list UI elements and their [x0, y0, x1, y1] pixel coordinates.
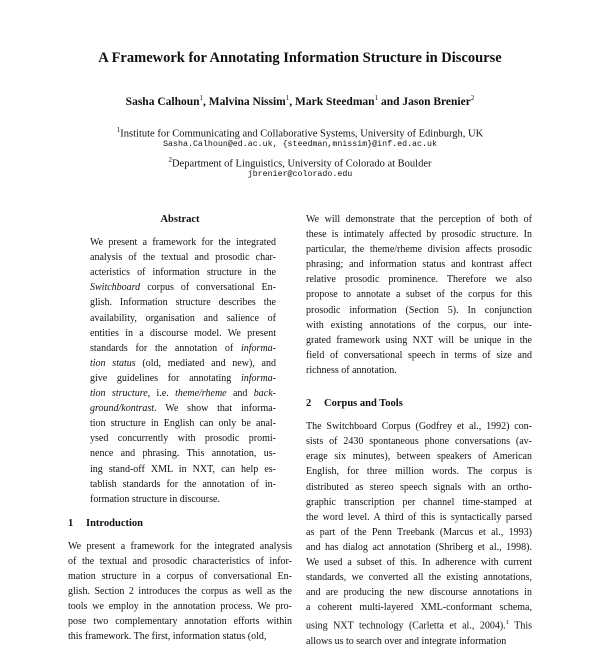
text-line: acteristics of information structure in the [90, 267, 276, 279]
author-name: Jason Brenier [402, 95, 471, 108]
text-line: nence and phrasing. This annotation, us- [90, 448, 276, 460]
text-line: allows us to search over and integrate information [306, 635, 507, 647]
text-line: mation structure in a corpus of conversational En- [68, 571, 292, 583]
text-line: phrasing; and information status and kontrast affect [306, 259, 532, 271]
affiliation-marker: 1 [285, 94, 290, 102]
affiliation-marker: 2 [470, 94, 475, 102]
text-line: of the textual and prosodic characteristics of infor- [68, 555, 292, 567]
text-line: Switchboard corpus of conversational En- [90, 282, 276, 294]
text-line: and are producing the new discourse annotations in [306, 587, 532, 599]
affiliation-line: $^2$Department of Linguistics, University of Colorado at Boulder [168, 156, 432, 170]
text-line: ground/kontrast. We show that informa- [90, 403, 276, 415]
text-line: availability, organisation and salience of [90, 312, 276, 324]
paper-title: A Framework for Annotating Information Structure in Discourse [98, 50, 502, 66]
text-line: ysed concurrently with prosodic promi- [90, 433, 276, 445]
text-line: English, for three million words. The corpus is [306, 466, 532, 478]
affiliation-email: jbrenier@colorado.edu [247, 170, 353, 179]
author-list: Sasha Calhoun$^1$, Malvina Nissim$^1$, Mark Steedman$^1$ and Jason Brenier$^2$ [125, 94, 475, 108]
section-title: Introduction [86, 517, 143, 529]
abstract-body [68, 235, 276, 507]
abstract-heading: Abstract [160, 214, 200, 225]
text-line: glish. Information structure describes the [90, 297, 276, 309]
text-line: erage six minutes), between speakers of American [306, 451, 532, 463]
section-number: 2 [306, 398, 312, 410]
intro-continuation [306, 212, 532, 378]
affiliation-marker: 1 [374, 94, 379, 102]
text-line: We present a framework for the integrated [90, 237, 276, 249]
text-line: using NXT technology (Carletta et al., 2004).$^1$ This [306, 619, 532, 632]
text-line: standards for the annotation of informa- [90, 342, 276, 354]
text-line: entities in a discourse model. We present [90, 327, 276, 339]
text-line: The Switchboard Corpus (Godfrey et al., 1992) con- [306, 421, 532, 433]
text-line: tablish standards for the annotation of in- [90, 478, 276, 490]
text-line: prosodic information (Section 5). In conjunction [306, 304, 532, 316]
affiliation-line: $^1$Institute for Communicating and Collaborative Systems, University of Edinburgh, UK [116, 126, 484, 140]
corpus-body [306, 419, 532, 649]
text-line: analysis of the textual and prosodic char- [90, 252, 276, 264]
text-line: sists of 2430 spontaneous phone conversations (av- [306, 436, 532, 448]
text-line: tion status (old, mediated and new), and [90, 357, 276, 369]
text-line: the word level. A third of this is syntactically parsed [306, 511, 532, 523]
text-line: We present a framework for the integrated analysis [68, 540, 292, 552]
text-line: formation structure in discourse. [90, 493, 220, 505]
text-line: give guidelines for annotating informa- [90, 372, 276, 384]
author-name: Mark Steedman [295, 95, 375, 108]
section-number: 1 [68, 517, 74, 529]
text-line: tion structure, i.e. theme/rheme and back- [90, 388, 277, 400]
section-heading-introduction [68, 516, 292, 531]
text-line: We used a subset of this. In adherence with current [306, 556, 532, 568]
text-line: distributed as stereo speech signals with an ortho- [306, 481, 532, 493]
text-line: propose to annotate a subset of the corpus for this [306, 289, 532, 301]
section-heading-corpus [306, 396, 532, 411]
text-line: these is intimately affected by prosodic structure. In [306, 229, 532, 241]
text-line: and has dialog act annotation (Shriberg et al., 1998). [306, 541, 532, 553]
text-line: as part of the Penn Treebank (Marcus et al., 1993) [306, 526, 532, 538]
text-line: tools we employ in the annotation process. We pro- [68, 601, 292, 613]
text-line: field of conversational speech in terms of size and [306, 349, 532, 361]
introduction-body [68, 539, 292, 645]
author-name: Malvina Nissim [208, 95, 286, 108]
author-name: Sasha Calhoun [125, 95, 200, 108]
affiliation-marker: 1 [199, 94, 204, 102]
text-line: relative prosodic prominence. Therefore we also [306, 274, 532, 286]
text-line: glish. Section 2 introduces the corpus as well as the [68, 586, 292, 598]
left-column [68, 212, 292, 645]
text-line: tion structure in English can only be anal- [90, 418, 276, 430]
text-line: particular, the theme/rheme division affects prosodic [306, 244, 532, 256]
text-line: with existing annotations of the corpus, our inte- [306, 319, 532, 331]
text-line: standards, we converted all the existing annotations, [306, 572, 532, 584]
section-title: Corpus and Tools [324, 398, 403, 410]
text-line: ing stand-off XML in NXT, can help es- [90, 463, 276, 475]
affiliation-email: Sasha.Calhoun@ed.ac.uk, {steedman,mnissim}@inf.ed.ac.uk [163, 140, 437, 149]
text-line: this framework. The first, information status (old, [68, 631, 267, 643]
text-line: We will demonstrate that the perception of both of [306, 214, 532, 225]
affiliations [0, 124, 600, 184]
text-line: grated framework using NXT will be unique in the [306, 334, 532, 346]
right-column [306, 212, 532, 649]
text-line: graphic transcription per channel time-stamped at [306, 496, 532, 508]
text-line: a coherent multi-layered XML-conformant schema, [306, 602, 532, 614]
text-line: richness of annotation. [306, 364, 397, 376]
text-line: pose two complementary annotation efforts within [68, 616, 292, 628]
